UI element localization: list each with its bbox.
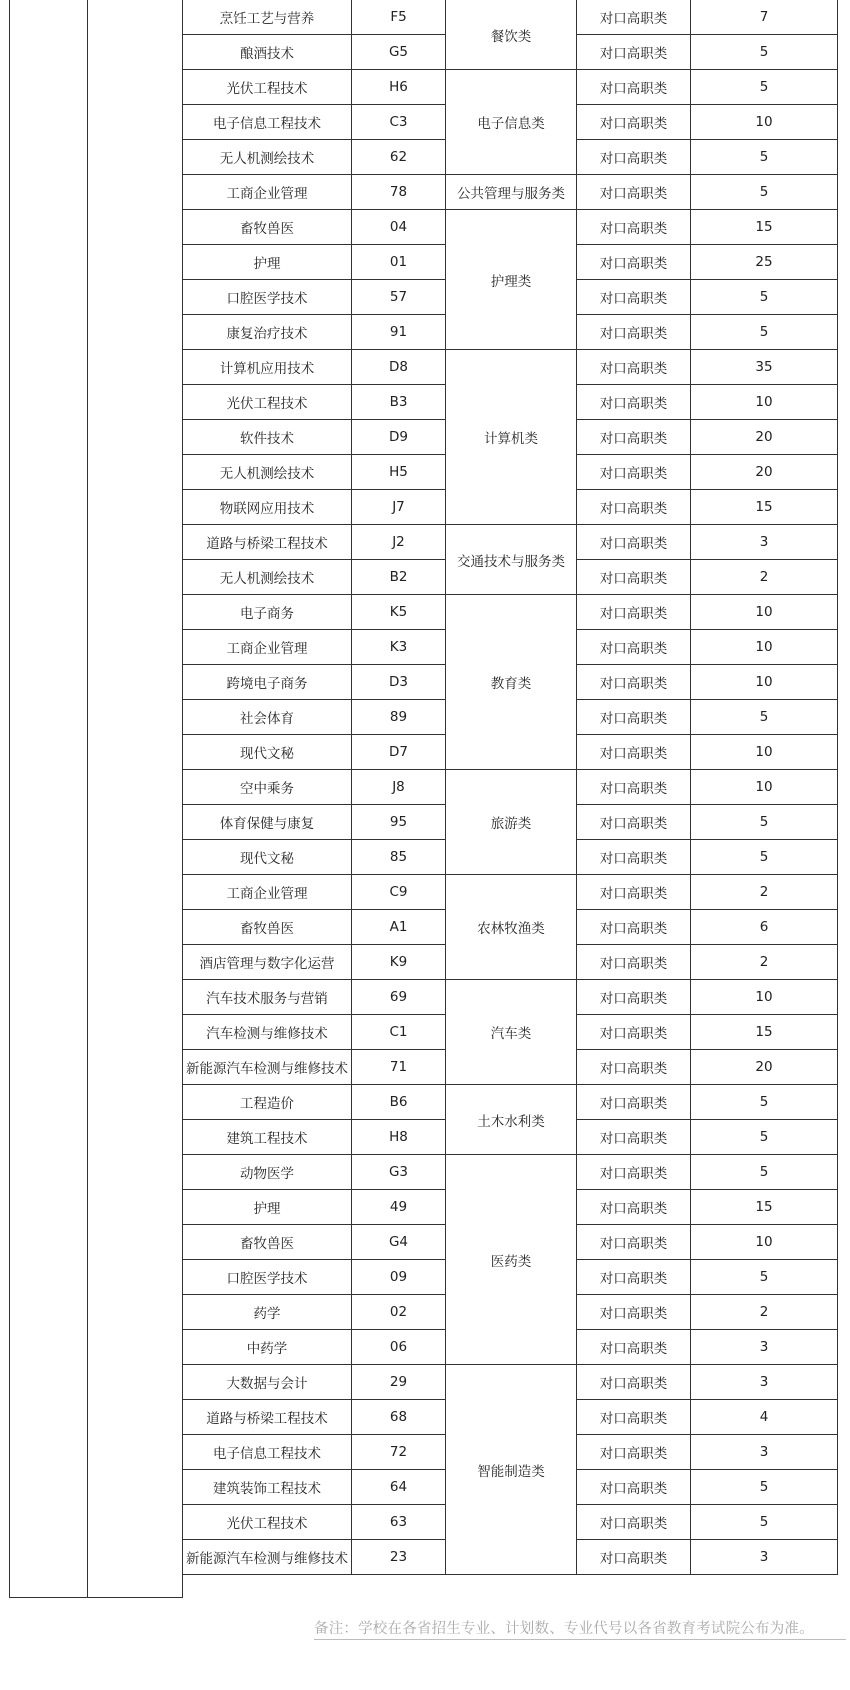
- major-name-cell: 康复治疗技术: [183, 315, 352, 350]
- plan-count-cell: 2: [691, 945, 838, 980]
- plan-count-cell: 5: [691, 175, 838, 210]
- enrollment-plan-table: [182, 0, 838, 1575]
- major-name-cell: 畜牧兽医: [183, 1225, 352, 1260]
- major-name-cell: 电子商务: [183, 595, 352, 630]
- plan-count-cell: 2: [691, 560, 838, 595]
- category-cell: 医药类: [446, 1155, 577, 1365]
- major-name-cell: 汽车检测与维修技术: [183, 1015, 352, 1050]
- admission-type-cell: 对口高职类: [577, 980, 691, 1015]
- major-code-cell: J2: [352, 525, 446, 560]
- major-code-cell: 02: [352, 1295, 446, 1330]
- admission-type-cell: 对口高职类: [577, 140, 691, 175]
- major-code-cell: 09: [352, 1260, 446, 1295]
- admission-type-cell: 对口高职类: [577, 560, 691, 595]
- admission-type-cell: 对口高职类: [577, 105, 691, 140]
- admission-type-cell: 对口高职类: [577, 595, 691, 630]
- major-name-cell: 道路与桥梁工程技术: [183, 1400, 352, 1435]
- table-row: [183, 595, 838, 630]
- plan-count-cell: 5: [691, 840, 838, 875]
- table-row: [183, 980, 838, 1015]
- plan-count-cell: 6: [691, 910, 838, 945]
- table-row: [183, 0, 838, 35]
- major-name-cell: 计算机应用技术: [183, 350, 352, 385]
- plan-count-cell: 3: [691, 1365, 838, 1400]
- plan-count-cell: 10: [691, 735, 838, 770]
- category-cell: 电子信息类: [446, 70, 577, 175]
- admission-type-cell: 对口高职类: [577, 1400, 691, 1435]
- major-code-cell: 95: [352, 805, 446, 840]
- major-code-cell: 63: [352, 1505, 446, 1540]
- major-name-cell: 畜牧兽医: [183, 210, 352, 245]
- plan-count-cell: 10: [691, 980, 838, 1015]
- major-name-cell: 工程造价: [183, 1085, 352, 1120]
- plan-count-cell: 5: [691, 70, 838, 105]
- plan-count-cell: 10: [691, 665, 838, 700]
- table-row: [183, 770, 838, 805]
- admission-type-cell: 对口高职类: [577, 525, 691, 560]
- major-code-cell: 89: [352, 700, 446, 735]
- major-code-cell: A1: [352, 910, 446, 945]
- admission-type-cell: 对口高职类: [577, 1085, 691, 1120]
- plan-count-cell: 5: [691, 805, 838, 840]
- major-name-cell: 软件技术: [183, 420, 352, 455]
- plan-count-cell: 5: [691, 315, 838, 350]
- major-code-cell: 64: [352, 1470, 446, 1505]
- table-row: [183, 210, 838, 245]
- admission-type-cell: 对口高职类: [577, 490, 691, 525]
- major-code-cell: K9: [352, 945, 446, 980]
- major-code-cell: 06: [352, 1330, 446, 1365]
- category-cell: 餐饮类: [446, 0, 577, 70]
- left-border-line: [9, 0, 10, 1598]
- plan-count-cell: 15: [691, 210, 838, 245]
- table-row: [183, 175, 838, 210]
- major-code-cell: 23: [352, 1540, 446, 1575]
- major-code-cell: H5: [352, 455, 446, 490]
- admission-type-cell: 对口高职类: [577, 210, 691, 245]
- admission-type-cell: 对口高职类: [577, 1540, 691, 1575]
- major-code-cell: H8: [352, 1120, 446, 1155]
- major-code-cell: G4: [352, 1225, 446, 1260]
- admission-type-cell: 对口高职类: [577, 1295, 691, 1330]
- plan-count-cell: 5: [691, 35, 838, 70]
- admission-type-cell: 对口高职类: [577, 1505, 691, 1540]
- plan-count-cell: 5: [691, 1260, 838, 1295]
- major-name-cell: 体育保健与康复: [183, 805, 352, 840]
- major-name-cell: 道路与桥梁工程技术: [183, 525, 352, 560]
- plan-count-cell: 20: [691, 455, 838, 490]
- admission-type-cell: 对口高职类: [577, 700, 691, 735]
- plan-count-cell: 15: [691, 1190, 838, 1225]
- major-code-cell: 78: [352, 175, 446, 210]
- plan-count-cell: 3: [691, 1330, 838, 1365]
- plan-count-cell: 5: [691, 280, 838, 315]
- admission-type-cell: 对口高职类: [577, 0, 691, 35]
- admission-type-cell: 对口高职类: [577, 735, 691, 770]
- major-code-cell: 69: [352, 980, 446, 1015]
- major-code-cell: D8: [352, 350, 446, 385]
- major-name-cell: 光伏工程技术: [183, 70, 352, 105]
- admission-type-cell: 对口高职类: [577, 945, 691, 980]
- major-name-cell: 工商企业管理: [183, 175, 352, 210]
- major-code-cell: J7: [352, 490, 446, 525]
- table-row: [183, 525, 838, 560]
- category-cell: 交通技术与服务类: [446, 525, 577, 595]
- major-name-cell: 社会体育: [183, 700, 352, 735]
- plan-count-cell: 10: [691, 630, 838, 665]
- table-row: [183, 875, 838, 910]
- category-cell: 护理类: [446, 210, 577, 350]
- admission-type-cell: 对口高职类: [577, 70, 691, 105]
- major-name-cell: 烹饪工艺与营养: [183, 0, 352, 35]
- table-row: [183, 1155, 838, 1190]
- major-code-cell: C3: [352, 105, 446, 140]
- major-code-cell: F5: [352, 0, 446, 35]
- admission-type-cell: 对口高职类: [577, 840, 691, 875]
- admission-type-cell: 对口高职类: [577, 35, 691, 70]
- major-name-cell: 酿酒技术: [183, 35, 352, 70]
- major-name-cell: 无人机测绘技术: [183, 455, 352, 490]
- major-name-cell: 跨境电子商务: [183, 665, 352, 700]
- admission-type-cell: 对口高职类: [577, 1155, 691, 1190]
- plan-count-cell: 25: [691, 245, 838, 280]
- category-cell: 公共管理与服务类: [446, 175, 577, 210]
- major-code-cell: J8: [352, 770, 446, 805]
- category-cell: 土木水利类: [446, 1085, 577, 1155]
- major-code-cell: C1: [352, 1015, 446, 1050]
- table-row: [183, 350, 838, 385]
- plan-count-cell: 7: [691, 0, 838, 35]
- admission-type-cell: 对口高职类: [577, 630, 691, 665]
- major-name-cell: 新能源汽车检测与维修技术: [183, 1540, 352, 1575]
- plan-count-cell: 5: [691, 700, 838, 735]
- major-code-cell: B6: [352, 1085, 446, 1120]
- major-code-cell: B3: [352, 385, 446, 420]
- admission-type-cell: 对口高职类: [577, 1015, 691, 1050]
- plan-count-cell: 20: [691, 1050, 838, 1085]
- category-cell: 农林牧渔类: [446, 875, 577, 980]
- admission-type-cell: 对口高职类: [577, 1365, 691, 1400]
- major-code-cell: 68: [352, 1400, 446, 1435]
- major-code-cell: 85: [352, 840, 446, 875]
- major-name-cell: 现代文秘: [183, 840, 352, 875]
- major-name-cell: 光伏工程技术: [183, 1505, 352, 1540]
- left-column-divider: [87, 0, 88, 1598]
- major-code-cell: D9: [352, 420, 446, 455]
- admission-type-cell: 对口高职类: [577, 175, 691, 210]
- major-name-cell: 电子信息工程技术: [183, 1435, 352, 1470]
- table-row: [183, 1365, 838, 1400]
- major-code-cell: 04: [352, 210, 446, 245]
- category-cell: 计算机类: [446, 350, 577, 525]
- major-name-cell: 工商企业管理: [183, 875, 352, 910]
- major-code-cell: 01: [352, 245, 446, 280]
- plan-count-cell: 3: [691, 1540, 838, 1575]
- plan-count-cell: 3: [691, 1435, 838, 1470]
- admission-type-cell: 对口高职类: [577, 455, 691, 490]
- major-name-cell: 建筑装饰工程技术: [183, 1470, 352, 1505]
- table-bottom-line: [9, 1597, 183, 1598]
- plan-count-cell: 3: [691, 525, 838, 560]
- major-code-cell: G3: [352, 1155, 446, 1190]
- table-row: [183, 70, 838, 105]
- major-name-cell: 工商企业管理: [183, 630, 352, 665]
- plan-count-cell: 5: [691, 1085, 838, 1120]
- major-name-cell: 建筑工程技术: [183, 1120, 352, 1155]
- major-code-cell: K5: [352, 595, 446, 630]
- admission-type-cell: 对口高职类: [577, 770, 691, 805]
- major-name-cell: 酒店管理与数字化运营: [183, 945, 352, 980]
- plan-count-cell: 10: [691, 595, 838, 630]
- admission-type-cell: 对口高职类: [577, 1470, 691, 1505]
- plan-count-cell: 15: [691, 490, 838, 525]
- footnote: 备注：学校在各省招生专业、计划数、专业代号以各省教育考试院公布为准。: [314, 1617, 846, 1640]
- major-name-cell: 药学: [183, 1295, 352, 1330]
- admission-type-cell: 对口高职类: [577, 1120, 691, 1155]
- admission-type-cell: 对口高职类: [577, 350, 691, 385]
- category-cell: 智能制造类: [446, 1365, 577, 1575]
- major-name-cell: 大数据与会计: [183, 1365, 352, 1400]
- plan-count-cell: 5: [691, 1470, 838, 1505]
- major-code-cell: 29: [352, 1365, 446, 1400]
- major-name-cell: 畜牧兽医: [183, 910, 352, 945]
- major-name-cell: 空中乘务: [183, 770, 352, 805]
- major-name-cell: 光伏工程技术: [183, 385, 352, 420]
- major-name-cell: 护理: [183, 245, 352, 280]
- admission-type-cell: 对口高职类: [577, 1330, 691, 1365]
- major-name-cell: 口腔医学技术: [183, 280, 352, 315]
- table-body: [183, 0, 838, 1575]
- admission-type-cell: 对口高职类: [577, 910, 691, 945]
- major-code-cell: 49: [352, 1190, 446, 1225]
- plan-count-cell: 2: [691, 875, 838, 910]
- admission-type-cell: 对口高职类: [577, 1225, 691, 1260]
- plan-count-cell: 5: [691, 140, 838, 175]
- admission-type-cell: 对口高职类: [577, 315, 691, 350]
- major-code-cell: 62: [352, 140, 446, 175]
- major-code-cell: K3: [352, 630, 446, 665]
- major-code-cell: H6: [352, 70, 446, 105]
- category-cell: 旅游类: [446, 770, 577, 875]
- plan-count-cell: 5: [691, 1155, 838, 1190]
- major-code-cell: 71: [352, 1050, 446, 1085]
- admission-type-cell: 对口高职类: [577, 385, 691, 420]
- plan-count-cell: 4: [691, 1400, 838, 1435]
- admission-type-cell: 对口高职类: [577, 420, 691, 455]
- major-name-cell: 护理: [183, 1190, 352, 1225]
- major-name-cell: 口腔医学技术: [183, 1260, 352, 1295]
- category-cell: 教育类: [446, 595, 577, 770]
- admission-type-cell: 对口高职类: [577, 1435, 691, 1470]
- admission-type-cell: 对口高职类: [577, 805, 691, 840]
- plan-count-cell: 10: [691, 1225, 838, 1260]
- major-name-cell: 汽车技术服务与营销: [183, 980, 352, 1015]
- major-code-cell: D3: [352, 665, 446, 700]
- admission-type-cell: 对口高职类: [577, 1260, 691, 1295]
- admission-type-cell: 对口高职类: [577, 1190, 691, 1225]
- admission-type-cell: 对口高职类: [577, 1050, 691, 1085]
- plan-count-cell: 15: [691, 1015, 838, 1050]
- major-name-cell: 新能源汽车检测与维修技术: [183, 1050, 352, 1085]
- plan-count-cell: 10: [691, 770, 838, 805]
- plan-count-cell: 5: [691, 1120, 838, 1155]
- admission-type-cell: 对口高职类: [577, 875, 691, 910]
- major-name-cell: 中药学: [183, 1330, 352, 1365]
- major-code-cell: C9: [352, 875, 446, 910]
- major-code-cell: 57: [352, 280, 446, 315]
- plan-count-cell: 35: [691, 350, 838, 385]
- major-code-cell: G5: [352, 35, 446, 70]
- plan-count-cell: 10: [691, 105, 838, 140]
- category-cell: 汽车类: [446, 980, 577, 1085]
- major-name-cell: 现代文秘: [183, 735, 352, 770]
- major-name-cell: 电子信息工程技术: [183, 105, 352, 140]
- major-code-cell: 72: [352, 1435, 446, 1470]
- plan-count-cell: 2: [691, 1295, 838, 1330]
- table-row: [183, 1085, 838, 1120]
- major-code-cell: 91: [352, 315, 446, 350]
- major-code-cell: D7: [352, 735, 446, 770]
- plan-count-cell: 20: [691, 420, 838, 455]
- major-name-cell: 无人机测绘技术: [183, 140, 352, 175]
- admission-type-cell: 对口高职类: [577, 245, 691, 280]
- major-name-cell: 动物医学: [183, 1155, 352, 1190]
- major-name-cell: 物联网应用技术: [183, 490, 352, 525]
- major-code-cell: B2: [352, 560, 446, 595]
- plan-count-cell: 5: [691, 1505, 838, 1540]
- major-name-cell: 无人机测绘技术: [183, 560, 352, 595]
- admission-type-cell: 对口高职类: [577, 280, 691, 315]
- plan-count-cell: 10: [691, 385, 838, 420]
- admission-type-cell: 对口高职类: [577, 665, 691, 700]
